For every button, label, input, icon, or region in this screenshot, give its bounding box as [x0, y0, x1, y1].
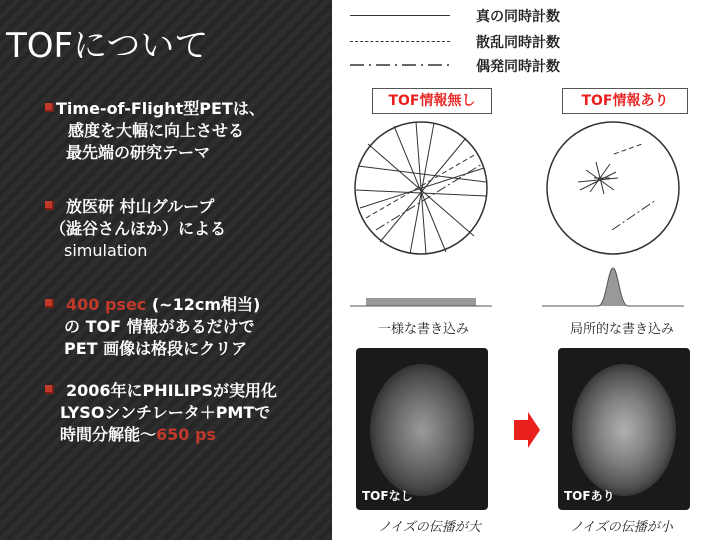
bullet-3: [56, 294, 326, 360]
legend-random: [350, 56, 720, 76]
bullet-marker-icon: [45, 103, 54, 112]
figure-panel: [332, 0, 720, 540]
bullet-3-rest: (~12cm相当): [146, 295, 261, 314]
scan-label-no-tof: TOFなし: [362, 489, 413, 503]
legend-true-label: 真の同時計数: [476, 9, 560, 25]
dashed-line-icon: [350, 41, 450, 42]
ring-diagram-no-tof: [346, 118, 496, 318]
legend-scatter-label: 散乱同時計数: [476, 35, 560, 51]
bullet-3-line-2: の TOF 情報があるだけで: [64, 317, 255, 336]
caption-noise-large: ノイズの伝播が大: [378, 520, 481, 535]
caption-localized: 局所的な書き込み: [570, 322, 675, 337]
brain-image-with-tof: [558, 348, 690, 510]
bullet-4-line-1: 2006年にPHILIPSが実用化: [66, 381, 278, 400]
legend-scatter: [350, 32, 720, 52]
bullet-1-line-2: 感度を大幅に向上させる: [68, 121, 245, 140]
bullet-2-line-1: 放医研 村山グループ: [66, 197, 215, 216]
bullet-2: [50, 196, 326, 262]
bullet-4-line-2: LYSOシンチレータ＋PMTで: [60, 403, 271, 422]
bullet-marker-icon: [45, 299, 54, 308]
arrow-right-icon: [514, 412, 540, 448]
bullet-marker-icon: [45, 201, 54, 210]
brain-scan-image: [572, 364, 676, 496]
bullet-3-line-3: PET 画像は格段にクリア: [64, 339, 248, 358]
scan-label-with-tof: TOFあり: [564, 489, 615, 503]
bullet-2-line-3: simulation: [64, 241, 148, 260]
dashdot-line-icon: [350, 58, 450, 72]
bullet-1-line-3: 最先端の研究テーマ: [66, 143, 211, 162]
brain-scan-image: [370, 364, 474, 496]
slide-title: TOFについて: [6, 26, 209, 66]
bullet-marker-icon: [45, 385, 54, 394]
ring-diagram-with-tof: [538, 118, 688, 318]
tag-no-tof: TOF情報無し: [372, 88, 492, 114]
caption-uniform: 一様な書き込み: [378, 322, 470, 337]
tag-with-tof: TOF情報あり: [562, 88, 688, 114]
bullet-2-line-2: （澁谷さんほか）による: [50, 219, 227, 238]
legend-random-label: 偶発同時計数: [476, 59, 560, 75]
brain-image-no-tof: [356, 348, 488, 510]
bullet-1: [56, 98, 326, 164]
text-panel: [0, 0, 332, 540]
bullet-4: [56, 380, 326, 446]
bullet-1-line-1: Time-of-Flight型PETは、: [56, 99, 265, 118]
time-resolution-highlight-2: 650 ps: [156, 425, 216, 444]
time-resolution-highlight: 400 psec: [66, 295, 147, 314]
caption-noise-small: ノイズの伝播が小: [570, 520, 673, 535]
legend-true: [350, 6, 720, 26]
solid-line-icon: [350, 15, 450, 16]
bullet-4-prefix: 時間分解能～: [60, 425, 157, 444]
